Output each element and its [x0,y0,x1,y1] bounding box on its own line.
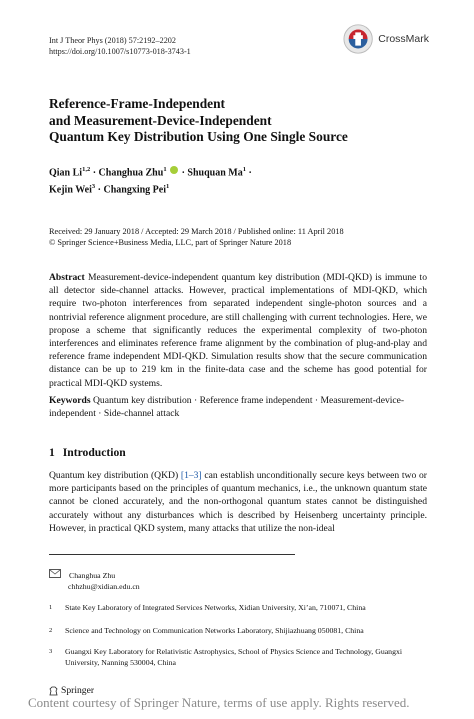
title-line: and Measurement-Device-Independent [49,112,272,128]
author-name[interactable]: Shuquan Ma [187,167,243,179]
crossmark-badge[interactable] [343,22,429,56]
author-list: Qian Li$^{1,2}$ · Changhua Zhu$^1$ · Shuquan $Ma^1$ · Kejin Wei$^3$ · Changxing Pei$^1$ [49,166,252,196]
author-affil-sup: 1 [242,166,246,173]
author-affil-sup: 1 [163,166,167,173]
envelope-icon [49,569,61,578]
affiliation: 1 State Key Laboratory of Integrated Services Networks, Xidian University, Xi’an, 710071, China [49,603,366,612]
footnote-divider [49,554,295,555]
author-name[interactable]: Kejin Wei [49,184,92,196]
corresponding-author: Changhua Zhu [69,571,116,580]
intro-paragraph: Quantum key distribution (QKD) [1–3] can establish unconditionally secure keys between two or more participants based on the principles of quantum mechanics, i.e., the unknown quantum state cannot be cloned accurately, and the non-orthogonal quantum states cannot be distinguished accurately without any disturbances which is described by Heisenberg uncertainty principle. However, in practical QKD system, many attacks that utilize the non-ideal [49,470,427,534]
publication-dates [49,226,344,248]
author-email[interactable]: chhzhu@xidian.edu.cn [68,581,140,591]
courtesy-watermark: Content courtesy of Springer Nature, terms of use apply. Rights reserved. [28,695,410,710]
abstract-text: Measurement-device-independent quantum key distribution (MDI-QKD) is immune to all detector side-channel attacks. However, practical implementations of MDI-QKD, which require two-photon interferences from separated independent single-photon sources and a nontrivial reference alignment procedure, are still challenging with current technologies. Here, we propose a scheme that significantly reduces the experimental complexity of two-photon interferences and eliminates reference frame alignment by the combination of plug-and-play and reference frame independent MDI-QKD. Simulation results show that the secure communication distance can be up to 219 km in the finite-data case and the scheme has good potential for practical MDI-QKD systems. [49,272,427,389]
springer-horse-icon [49,686,58,696]
section-title: Introduction [62,446,126,459]
author-name[interactable]: Changhua Zhu [98,167,164,179]
crossmark-icon [343,23,373,55]
abstract-label: Abstract [49,272,85,283]
author-affil-sup: 1,2 [82,166,91,173]
keywords-label: Keywords [49,395,91,406]
orcid-icon[interactable] [170,166,178,174]
paper-title [49,96,429,146]
correspondence [49,569,140,592]
affiliation: 3 Guangxi Key Laboratory for Relativistic Astrophysics, School of Physics Science and Technology, Guangxi University, Nanning 530004, China [49,647,403,667]
keywords [49,394,427,420]
section-number: 1 [49,446,55,459]
doi-link[interactable]: https://doi.org/10.1007/s10773-018-3743-1 [49,47,191,56]
author-name[interactable]: Qian Li [49,167,83,179]
section-heading [49,446,126,459]
author-affil-sup: 1 [165,182,170,190]
copyright-line: © Springer Science+Business Media, LLC, part of Springer Nature 2018 [49,238,292,247]
crossmark-label: CrossMark [378,33,429,45]
keywords-text: Quantum key distribution · Reference frame independent · Measurement-device-independent · Side-channel attack [49,395,405,420]
author-name[interactable]: Changxing Pei [103,184,166,196]
author-affil-sup: 3 [91,182,96,190]
dates-line: Received: 29 January 2018 / Accepted: 29 March 2018 / Published online: 11 April 2018 [49,227,344,236]
title-line: Reference-Frame-Independent [49,96,226,111]
title-line: Quantum Key Distribution Using One Single Source [49,129,348,144]
journal-citation: Int J Theor Phys (2018) 57:2192–2202 [49,36,176,45]
publisher-name: Springer [61,685,95,696]
abstract [49,271,427,390]
citation-link[interactable]: [1–3] [180,470,202,481]
affiliation: 2 Science and Technology on Communication Networks Laboratory, Shijiazhuang 050081, China [49,626,364,635]
